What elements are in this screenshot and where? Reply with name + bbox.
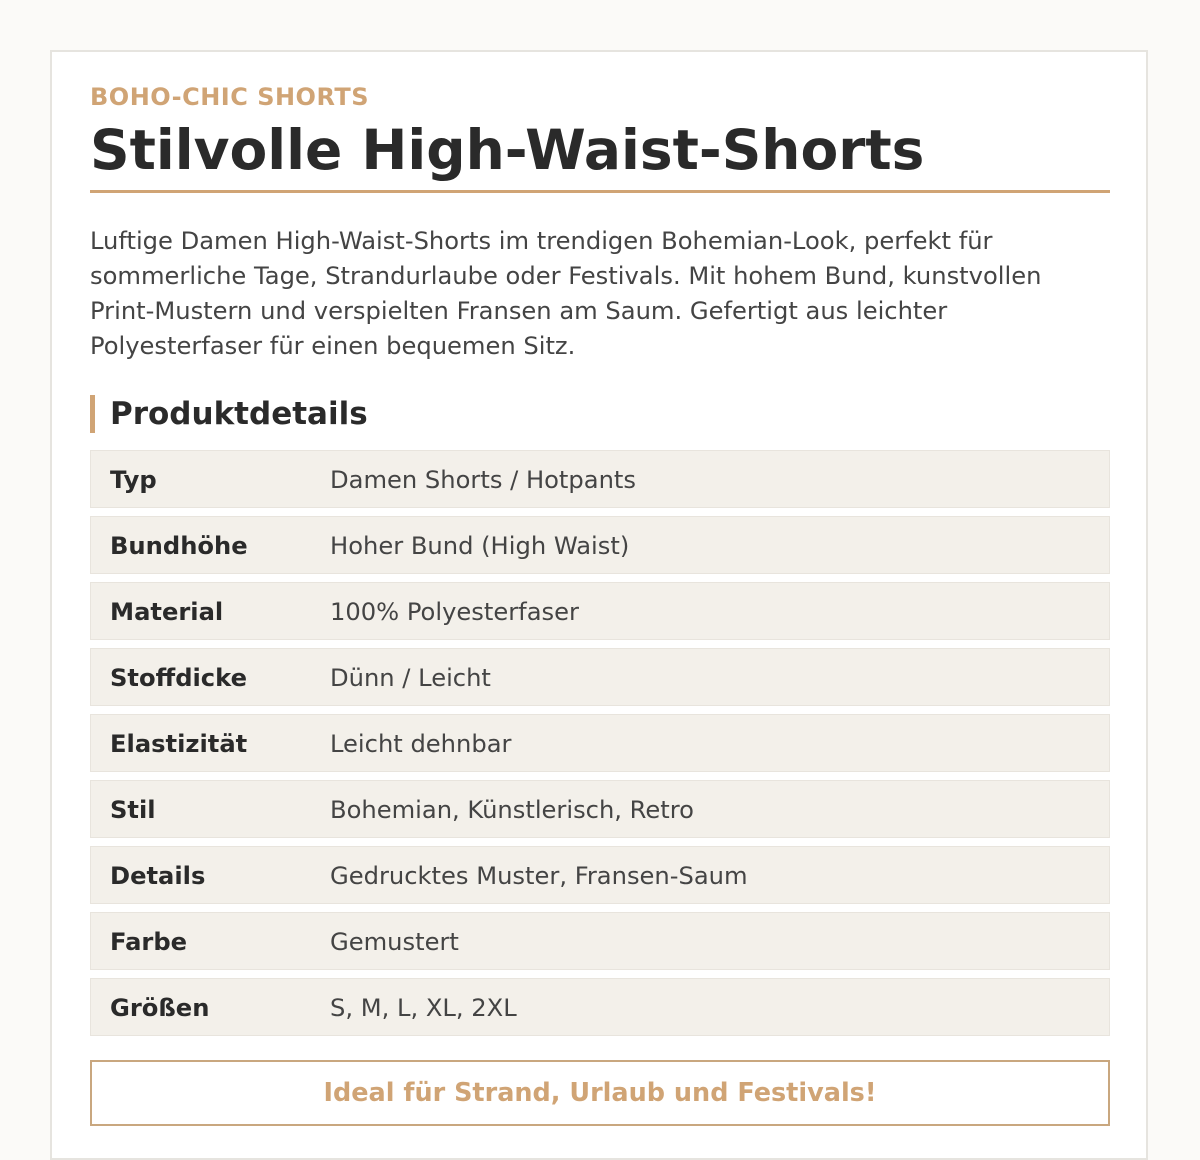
detail-label: Typ (110, 466, 157, 494)
detail-label: Stil (110, 796, 156, 824)
details-heading: Produktdetails (90, 395, 368, 433)
highlight-banner: Ideal für Strand, Urlaub und Festivals! (90, 1060, 1110, 1126)
product-title: Stilvolle High-Waist-Shorts (90, 118, 925, 182)
detail-value: Leicht dehnbar (330, 730, 512, 758)
product-card (50, 50, 1148, 1160)
detail-value: Dünn / Leicht (330, 664, 491, 692)
detail-row-details (90, 846, 1110, 904)
detail-row-material (90, 582, 1110, 640)
detail-value: S, M, L, XL, 2XL (330, 994, 517, 1022)
detail-label: Farbe (110, 928, 188, 956)
category-label: BOHO-CHIC SHORTS (90, 83, 370, 111)
detail-value: Damen Shorts / Hotpants (330, 466, 637, 494)
detail-row-style (90, 780, 1110, 838)
title-divider (90, 190, 1110, 193)
detail-row-color (90, 912, 1110, 970)
detail-row-fabric-thickness (90, 648, 1110, 706)
detail-row-waist-height (90, 516, 1110, 574)
detail-label: Elastizität (110, 730, 248, 758)
detail-value: Hoher Bund (High Waist) (330, 532, 630, 560)
detail-label: Material (110, 598, 224, 626)
detail-row-type (90, 450, 1110, 508)
detail-value: Bohemian, Künstlerisch, Retro (330, 796, 694, 824)
detail-label: Details (110, 862, 206, 890)
detail-value: 100% Polyesterfaser (330, 598, 579, 626)
detail-label: Größen (110, 994, 210, 1022)
detail-row-elasticity (90, 714, 1110, 772)
detail-row-sizes (90, 978, 1110, 1036)
detail-label: Stoffdicke (110, 664, 247, 692)
details-table (90, 450, 1110, 1044)
product-description: Luftige Damen High-Waist-Shorts im trendigen Bohemian-Look, perfekt für sommerliche Tage, Strandurlaube oder Festivals. Mit hohem Bund, kunstvollen Print-Mustern und verspielten Fransen am Saum. Gefertigt aus leichter Polyesterfaser für einen bequemen Sitz. (90, 227, 1042, 360)
detail-value: Gemustert (330, 928, 459, 956)
detail-label: Bundhöhe (110, 532, 248, 560)
detail-value: Gedrucktes Muster, Fransen-Saum (330, 862, 748, 890)
